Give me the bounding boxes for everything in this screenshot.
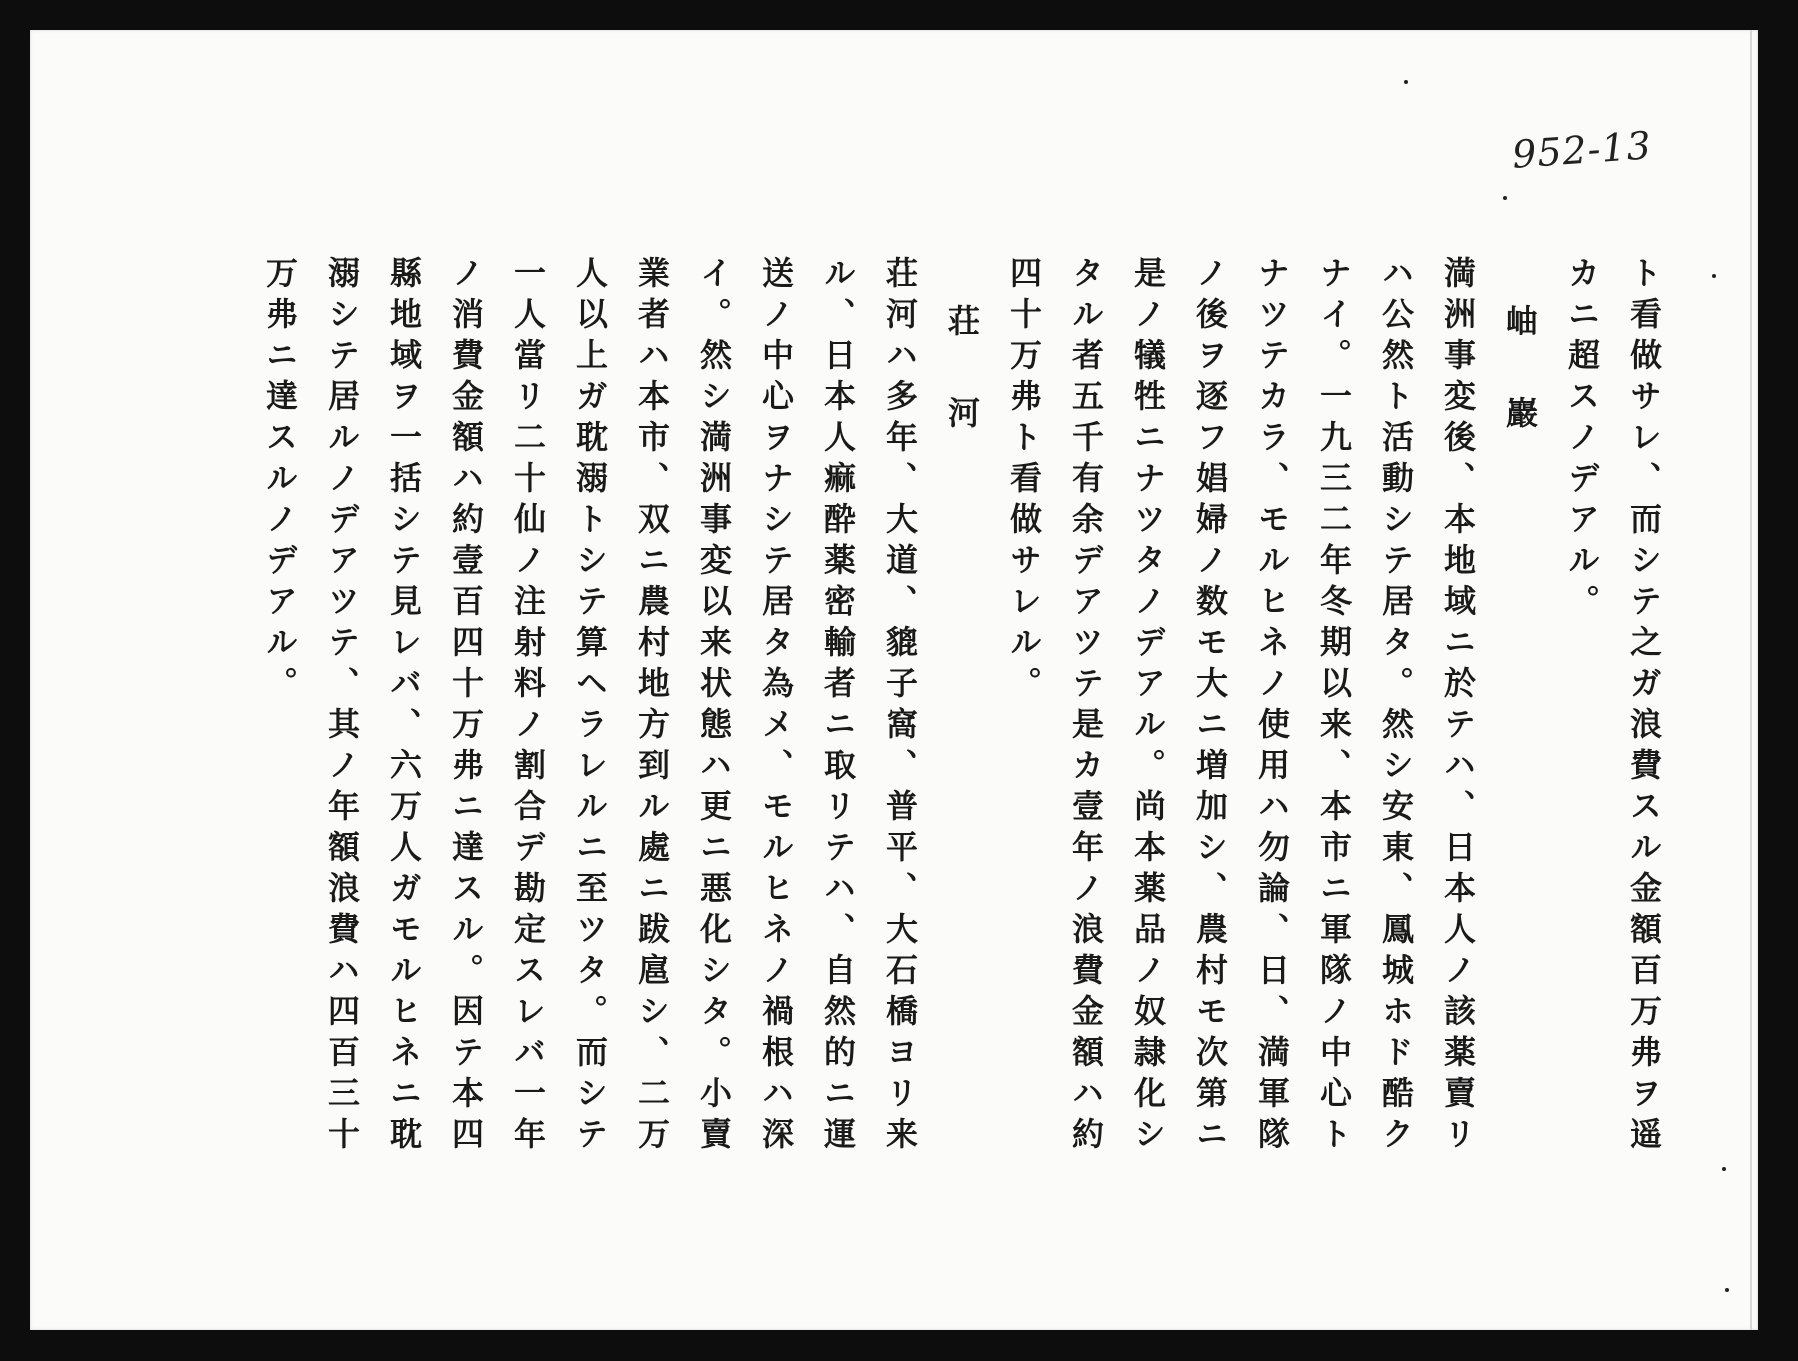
page-edge: [1750, 30, 1752, 1330]
dust-speck: [1503, 196, 1507, 200]
document-page: [30, 30, 1758, 1330]
text-column: ハ公然ト活動シテ居タ。然シ安東、鳳城ホド酷ク: [1377, 256, 1415, 1158]
handwritten-annotation: 952-13: [1510, 123, 1654, 177]
text-column: ノ後ヲ逐フ娼婦ノ数モ大ニ増加シ、農村モ次第ニ: [1191, 256, 1229, 1158]
text-column: 縣地域ヲ一括シテ見レバ、六万人ガモルヒネニ耽: [385, 256, 423, 1158]
text-column: 送ノ中心ヲナシテ居タ為メ、モルヒネノ禍根ハ深: [757, 256, 795, 1158]
text-column: イ。然シ満洲事変以来状態ハ更ニ悪化シタ。小賣: [695, 256, 733, 1158]
section-heading: 岫巖: [1501, 304, 1539, 488]
text-column: 四十万弗ト看做サレル。: [1005, 256, 1043, 707]
text-column: 業者ハ本市、双ニ農村地方到ル處ニ跋扈シ、二万: [633, 256, 671, 1158]
text-column: 万弗ニ達スルノデアル。: [261, 256, 299, 707]
section-heading: 荘河: [943, 304, 981, 488]
text-column: 是ノ犠牲ニナツタノデアル。尚本薬品ノ奴隷化シ: [1129, 256, 1167, 1158]
text-column: 一人當リ二十仙ノ注射料ノ割合デ勘定スレバ一年: [509, 256, 547, 1158]
text-column: ナツテカラ、モルヒネノ使用ハ勿論、日、満軍隊: [1253, 256, 1291, 1158]
text-column: 溺シテ居ルノデアツテ、其ノ年額浪費ハ四百三十: [323, 256, 361, 1158]
dust-speck: [1712, 274, 1716, 278]
dust-speck: [1404, 80, 1408, 84]
text-column: 満洲事変後、本地域ニ於テハ、日本人ノ該薬賣リ: [1439, 256, 1477, 1158]
text-column: ノ消費金額ハ約壹百四十万弗ニ達スル。因テ本四: [447, 256, 485, 1158]
text-column: 荘河ハ多年、大道、貔子窩、普平、大石橋ヨリ来: [881, 256, 919, 1158]
text-column: 人以上ガ耽溺トシテ算ヘラレルニ至ツタ。而シテ: [571, 256, 609, 1158]
dust-speck: [1722, 1167, 1726, 1171]
text-column: ル、日本人痲酔薬密輸者ニ取リテハ、自然的ニ運: [819, 256, 857, 1158]
dust-speck: [1725, 1288, 1729, 1292]
text-column: タル者五千有余デアツテ是カ壹年ノ浪費金額ハ約: [1067, 256, 1105, 1158]
text-column: ト看做サレ、而シテ之ガ浪費スル金額百万弗ヲ遥: [1625, 256, 1663, 1158]
text-column: カニ超スノデアル。: [1563, 256, 1601, 625]
vertical-text-block: [235, 256, 1675, 1176]
text-column: ナイ。一九三二年冬期以来、本市ニ軍隊ノ中心ト: [1315, 256, 1353, 1158]
